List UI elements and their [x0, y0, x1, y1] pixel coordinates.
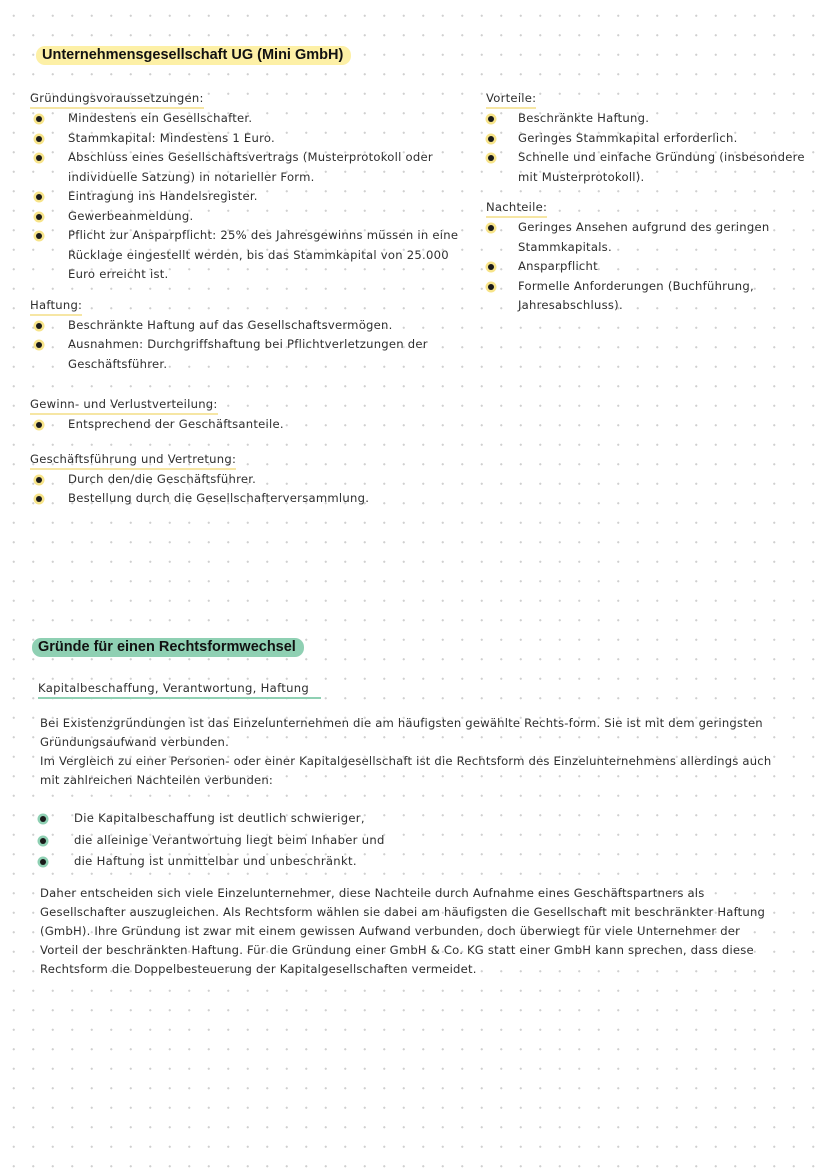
- list-item: Mindestens ein Gesellschafter.: [30, 109, 460, 129]
- list-item: die alleinige Verantwortung liegt beim Inhaber und: [38, 830, 385, 852]
- list-item: Geringes Ansehen aufgrund des geringen Stammkapitals.: [486, 218, 806, 257]
- list-item: Stammkapital: Mindestens 1 Euro.: [30, 129, 460, 149]
- list-nachteile-einzelunternehmen: [38, 808, 385, 873]
- list-item: Schnelle und einfache Gründung (insbesondere mit Musterprotokoll).: [486, 148, 806, 187]
- section-title-ug: Unternehmensgesellschaft UG (Mini GmbH): [36, 46, 351, 65]
- heading-gruendung: Gründungsvoraussetzungen:: [30, 90, 204, 109]
- list-item: Pflicht zur Ansparpflicht: 25% des Jahresgewinns müssen in eine Rücklage eingestellt werden, bis das Stammkapital von 25.000 Euro erreicht ist.: [30, 226, 460, 285]
- list-item: die Haftung ist unmittelbar und unbeschränkt.: [38, 851, 385, 873]
- spacer: [486, 187, 806, 197]
- list-vorteile: [486, 109, 806, 187]
- list-item: Bestellung durch die Gesellschafterversammlung.: [30, 489, 460, 509]
- list-item: Ausnahmen: Durchgriffshaftung bei Pflichtverletzungen der Geschäftsführer.: [30, 335, 460, 374]
- right-column: [486, 88, 806, 316]
- list-fuehrung: [30, 470, 460, 509]
- heading-nachteile: Nachteile:: [486, 199, 547, 218]
- left-column: [30, 88, 460, 509]
- list-item: Gewerbeanmeldung.: [30, 207, 460, 227]
- paragraph-conclusion: Daher entscheiden sich viele Einzelunternehmer, diese Nachteile durch Aufnahme eines Geschäftspartners als Gesellschafter auszugleichen. Als Rechtsform wählen sie dabei am häufigsten die Gesellschaft mit beschränkter Haftung (GmbH). Ihre Gründung ist zwar mit einem gewissen Aufwand verbunden, doch überwiegt für viele Unternehmer der Vorteil der beschränkten Haftung. Für die Gründung einer GmbH & Co. KG statt einer GmbH kann sprechen, dass diese Rechtsform die Doppelbesteuerung der Kapitalgesellschaften vermeidet.: [40, 886, 766, 976]
- list-item: Beschränkte Haftung auf das Gesellschaftsvermögen.: [30, 316, 460, 336]
- list-nachteile: [486, 218, 806, 316]
- list-gruendung: [30, 109, 460, 285]
- spacer: [30, 285, 460, 295]
- spacer: [30, 435, 460, 449]
- list-haftung: [30, 316, 460, 375]
- section-title-rechtsformwechsel: Gründe für einen Rechtsformwechsel: [32, 638, 304, 657]
- heading-gewinn: Gewinn- und Verlustverteilung:: [30, 396, 218, 415]
- list-item: Die Kapitalbeschaffung ist deutlich schwieriger,: [38, 808, 385, 830]
- list-item: Abschluss eines Gesellschaftsvertrags (Musterprotokoll oder individuelle Satzung) in notarieller Form.: [30, 148, 460, 187]
- list-item: Durch den/die Geschäftsführer.: [30, 470, 460, 490]
- list-gewinn: [30, 415, 460, 435]
- list-item: Ansparpflicht: [486, 257, 806, 277]
- paragraph-line: Im Vergleich zu einer Personen- oder einer Kapitalgesellschaft ist die Rechtsform des Einzelunternehmens allerdings auch mit zahlreichen Nachteilen verbunden:: [40, 754, 772, 787]
- heading-haftung: Haftung:: [30, 297, 82, 316]
- paragraph-intro: [40, 714, 780, 790]
- heading-fuehrung: Geschäftsführung und Vertretung:: [30, 451, 236, 470]
- list-item: Geringes Stammkapital erforderlich.: [486, 129, 806, 149]
- heading-vorteile: Vorteile:: [486, 90, 536, 109]
- list-item: Eintragung ins Handelsregister.: [30, 187, 460, 207]
- spacer: [30, 374, 460, 394]
- section-subtitle: Kapitalbeschaffung, Verantwortung, Haftung: [38, 680, 321, 699]
- list-item: Beschränkte Haftung.: [486, 109, 806, 129]
- list-item: Formelle Anforderungen (Buchführung, Jahresabschluss).: [486, 277, 806, 316]
- list-item: Entsprechend der Geschäftsanteile.: [30, 415, 460, 435]
- paragraph-line: Bei Existenzgründungen ist das Einzelunternehmen die am häufigsten gewählte Rechts-form. Sie ist mit dem geringsten Gründungsaufwand verbunden.: [40, 716, 763, 749]
